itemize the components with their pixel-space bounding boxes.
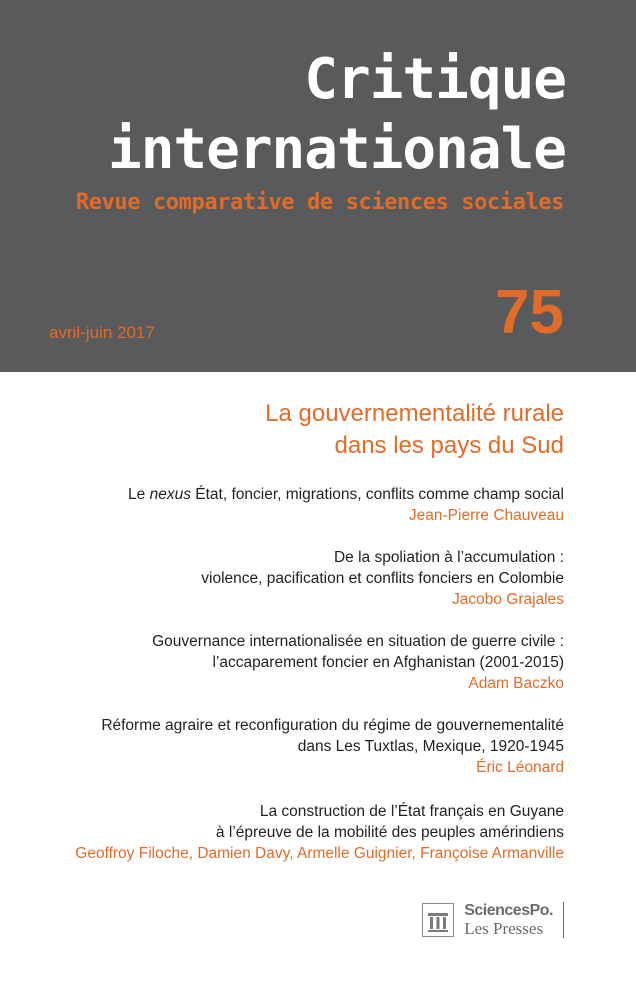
article-title [128, 484, 564, 505]
publisher-line1: SciencesPo. [464, 902, 553, 919]
article-title-line1: Gouvernance internationalisée en situation de guerre civile : [152, 633, 564, 650]
publisher-name [464, 902, 564, 938]
article-author: Adam Baczko [468, 675, 564, 692]
article-title-rest: État, foncier, migrations, conflits comme champ social [190, 486, 564, 503]
journal-title-line1: Critique [304, 47, 566, 112]
journal-title-line2: internationale [107, 117, 566, 182]
article-title-line2: violence, pacification et conflits fonciers en Colombie [201, 570, 564, 587]
issue-number: 75 [495, 278, 564, 347]
journal-subtitle: Revue comparative de sciences sociales [75, 190, 564, 215]
article-title-emphasis: nexus [149, 486, 191, 503]
article-title-line2: l’accaparement foncier en Afghanistan (2001-2015) [212, 654, 564, 671]
issue-theme [265, 398, 564, 462]
article-author: Jacobo Grajales [451, 591, 564, 608]
article-title-line2: à l’épreuve de la mobilité des peuples amérindiens [215, 824, 564, 841]
article-author: Éric Léonard [476, 759, 564, 776]
article-title-line1: De la spoliation à l’accumulation : [333, 549, 564, 566]
article-3 [152, 631, 564, 694]
publisher-logo [422, 902, 564, 938]
cover-header [0, 0, 636, 372]
article-2 [201, 547, 564, 610]
article-author: Geoffroy Filoche, Damien Davy, Armelle Guignier, Françoise Armanville [75, 845, 564, 862]
article-5 [75, 801, 564, 864]
article-title-line1: Réforme agraire et reconfiguration du régime de gouvernementalité [101, 717, 564, 734]
article-1 [128, 484, 564, 526]
article-title-prefix: Le [128, 486, 150, 503]
article-title-line1: La construction de l’État français en Guyane [259, 803, 564, 820]
article-author: Jean-Pierre Chauveau [408, 507, 564, 524]
issue-date: avril-juin 2017 [49, 323, 155, 342]
theme-line2: dans les pays du Sud [334, 432, 564, 459]
article-4 [101, 715, 564, 778]
building-icon [422, 903, 454, 937]
article-title-line2: dans Les Tuxtlas, Mexique, 1920-1945 [297, 738, 564, 755]
theme-line1: La gouvernementalité rurale [265, 400, 564, 427]
publisher-line2: Les Presses [464, 919, 544, 938]
